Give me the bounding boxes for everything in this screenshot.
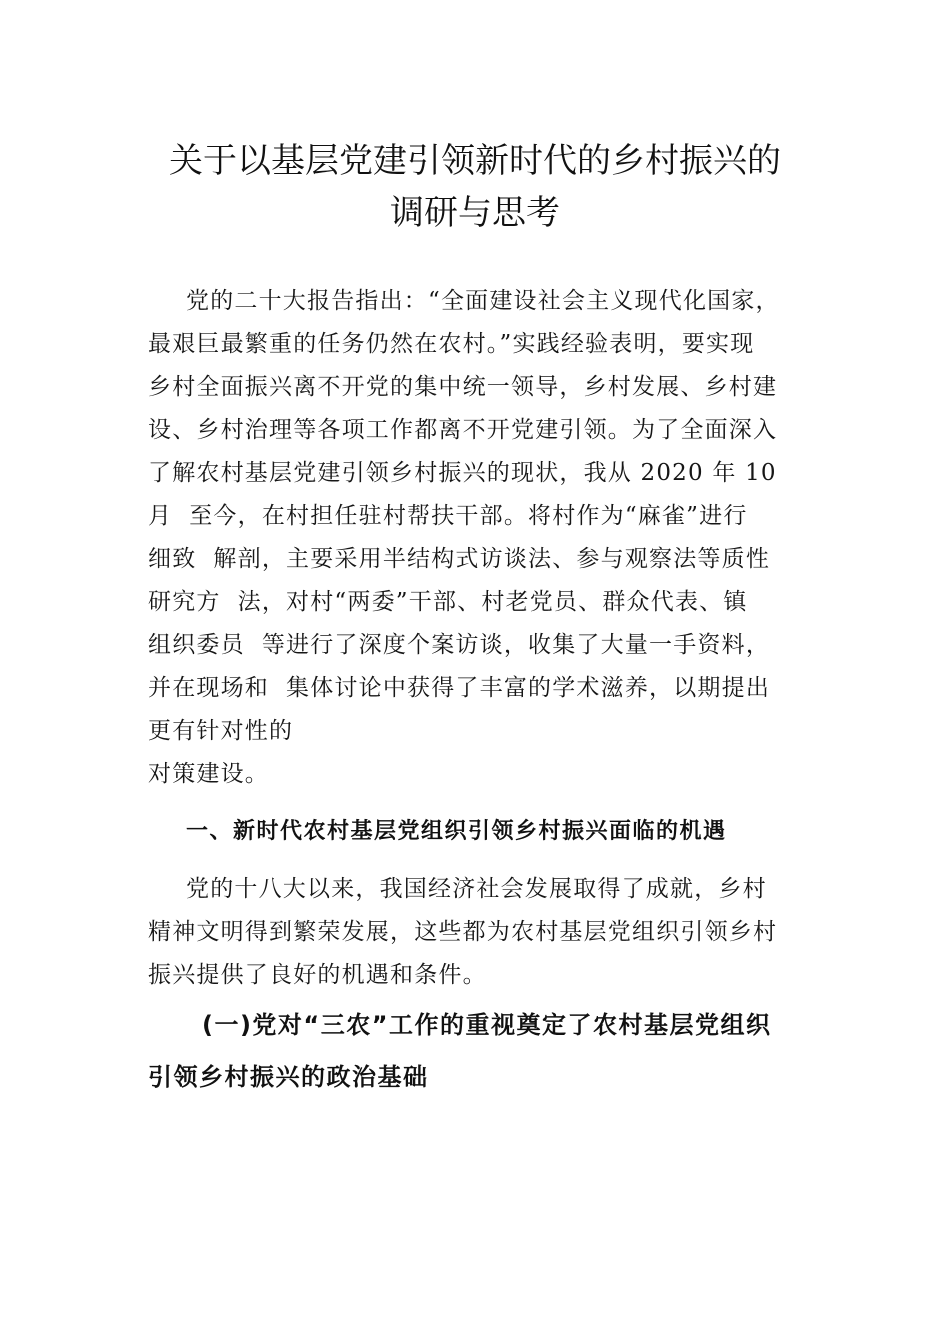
section-1-line-3: 振兴提供了良好的机遇和条件。	[148, 962, 487, 988]
intro-line-5: 了解农村基层党建引领乡村振兴的现状，我从 2020 年 10	[148, 460, 777, 486]
intro-line-12: 对策建设。	[148, 761, 269, 787]
intro-line-2: 最艰巨最繁重的任务仍然在农村。”实践经验表明，要实现	[148, 331, 755, 357]
intro-line-1: 党的二十大报告指出：“全面建设社会主义现代化国家，	[186, 288, 780, 314]
intro-line-7: 细致 解剖，主要采用半结构式访谈法、参与观察法等质性	[148, 546, 771, 572]
intro-line-6: 月 至今，在村担任驻村帮扶干部。将村作为“麻雀”进行	[148, 503, 748, 529]
intro-line-9: 组织委员 等进行了深度个案访谈，收集了大量一手资料，	[148, 632, 771, 658]
section-1-line-2: 精神文明得到繁荣发展，这些都为农村基层党组织引领乡村	[148, 919, 778, 945]
intro-line-10: 并在现场和 集体讨论中获得了丰富的学术滋养，以期提出	[148, 675, 771, 701]
subsection-1-heading-line-2: 引领乡村振兴的政治基础	[148, 1063, 429, 1091]
document-title-line-2: 调研与思考	[390, 193, 560, 233]
document-title-line-1: 关于以基层党建引领新时代的乡村振兴的	[169, 141, 781, 181]
intro-line-8: 研究方 法，对村“两委”干部、村老党员、群众代表、镇	[148, 589, 748, 615]
intro-line-4: 设、乡村治理等各项工作都离不开党建引领。为了全面深入	[148, 417, 778, 443]
section-1-heading: 一、新时代农村基层党组织引领乡村振兴面临的机遇	[186, 819, 727, 844]
intro-line-3: 乡村全面振兴离不开党的集中统一领导，乡村发展、乡村建	[148, 374, 778, 400]
section-1-line-1: 党的十八大以来，我国经济社会发展取得了成就，乡村	[186, 876, 767, 902]
intro-line-11: 更有针对性的	[148, 718, 294, 744]
subsection-1-heading-line-1: (一)党对“三农”工作的重视奠定了农村基层党组织	[202, 1011, 772, 1039]
